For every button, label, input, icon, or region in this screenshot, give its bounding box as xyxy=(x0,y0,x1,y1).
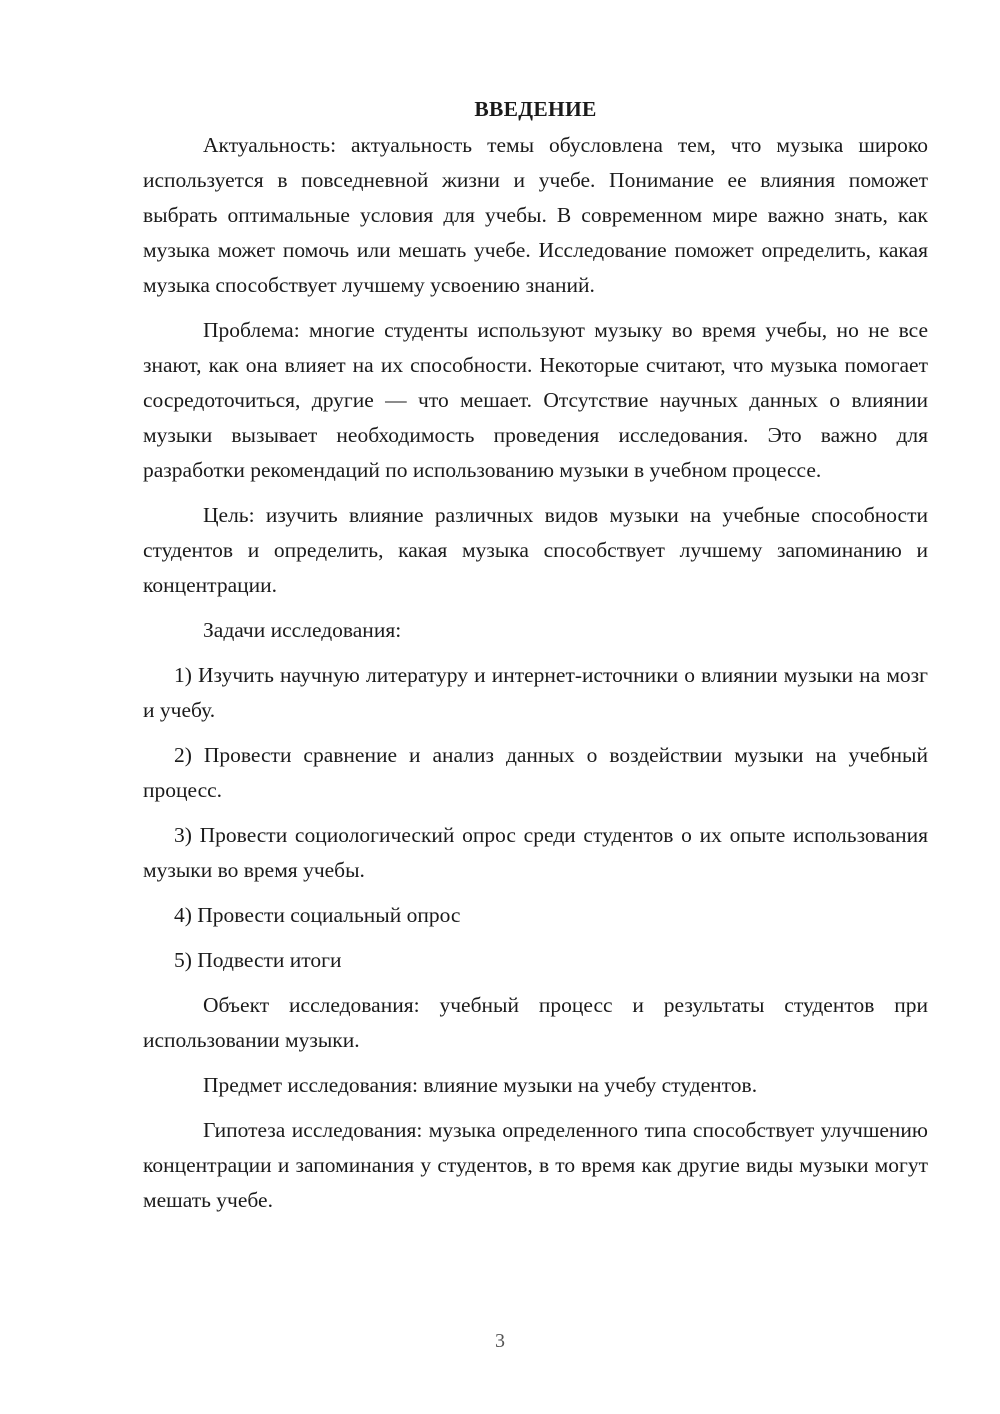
document-page xyxy=(143,92,928,1228)
paragraph-goal: Цель: изучить влияние различных видов музыки на учебные способности студентов и определить, какая музыка способствует лучшему запоминанию и концентрации. xyxy=(143,503,928,597)
task-item-2: 2) Провести сравнение и анализ данных о воздействии музыки на учебный процесс. xyxy=(143,743,928,802)
paragraph-relevance: Актуальность: актуальность темы обусловлена тем, что музыка широко используется в повседневной жизни и учебе. Понимание ее влияния поможет выбрать оптимальные условия для учебы. В современном мире важно знать, как музыка может помочь или мешать учебе. Исследование поможет определить, какая музыка способствует лучшему усвоению знаний. xyxy=(143,133,928,297)
task-item-1: 1) Изучить научную литературу и интернет-источники о влиянии музыки на мозг и учебу. xyxy=(143,663,928,722)
paragraph-problem: Проблема: многие студенты используют музыку во время учебы, но не все знают, как она влияет на их способности. Некоторые считают, что музыка помогает сосредоточиться, другие — что мешает. Отсутствие научных данных о влиянии музыки вызывает необходимость проведения исследования. Это важно для разработки рекомендаций по использованию музыки в учебном процессе. xyxy=(143,318,928,482)
paragraph-object: Объект исследования: учебный процесс и результаты студентов при использовании музыки. xyxy=(143,993,928,1052)
section-title: ВВЕДЕНИЕ xyxy=(474,97,597,121)
paragraph-hypothesis: Гипотеза исследования: музыка определенного типа способствует улучшению концентрации и запоминания у студентов, в то время как другие виды музыки могут мешать учебе. xyxy=(143,1118,928,1212)
task-item-5: 5) Подвести итоги xyxy=(174,948,342,972)
task-item-4: 4) Провести социальный опрос xyxy=(174,903,461,927)
tasks-heading: Задачи исследования: xyxy=(203,618,402,642)
page-number: 3 xyxy=(495,1330,505,1352)
paragraph-subject: Предмет исследования: влияние музыки на учебу студентов. xyxy=(203,1073,758,1097)
task-item-3: 3) Провести социологический опрос среди студентов о их опыте использования музыки во время учебы. xyxy=(143,823,928,882)
